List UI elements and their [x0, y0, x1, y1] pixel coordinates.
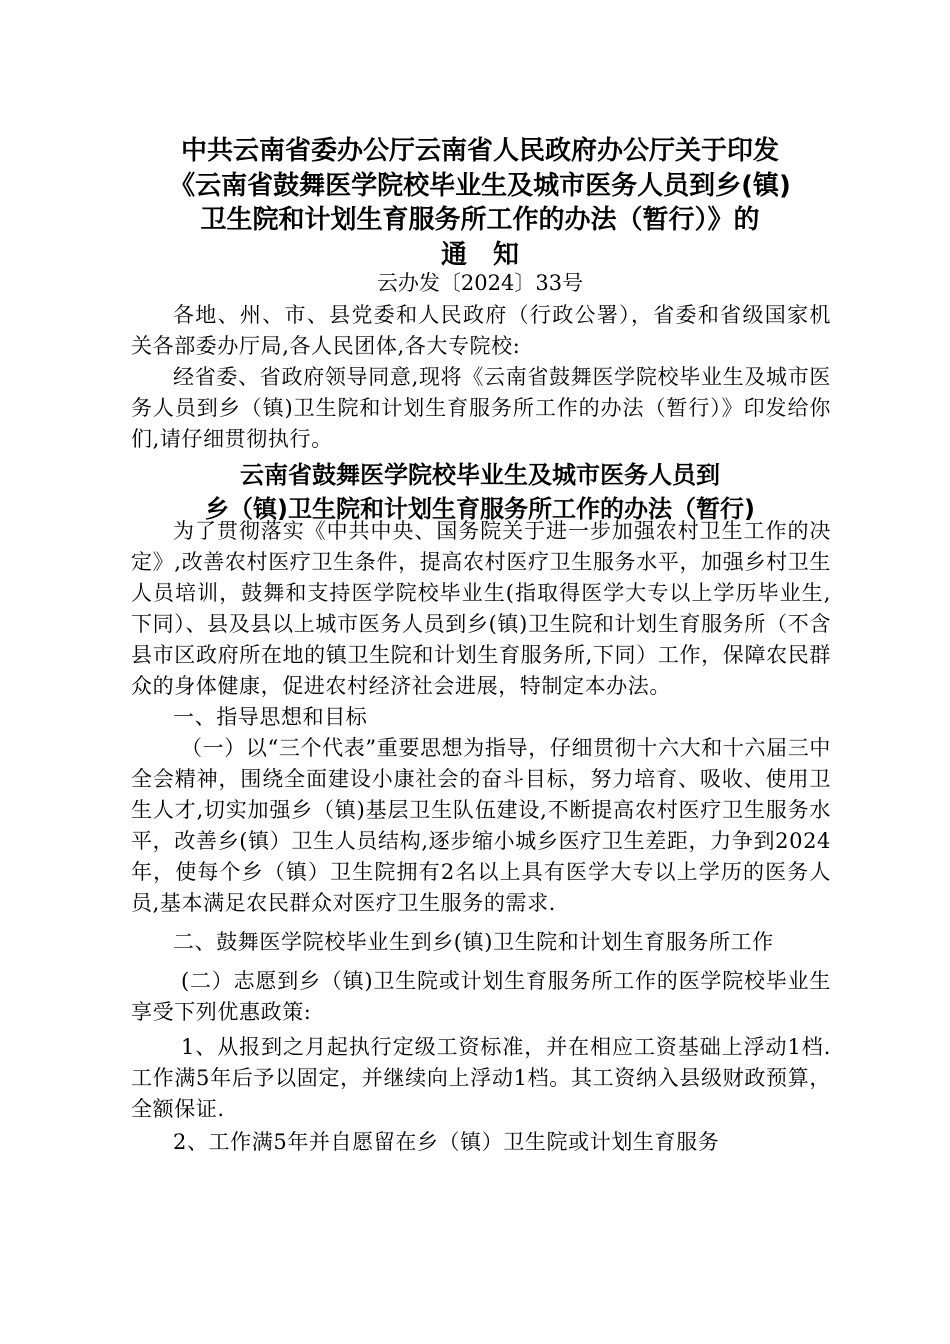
notice-body — [131, 300, 831, 455]
title-line-1: 中共云南省委办公厅云南省人民政府办公厅关于印发 — [180, 136, 779, 166]
title-line-2: 《云南省鼓舞医学院校毕业生及城市医务人员到乡(镇) — [169, 170, 791, 201]
section-1-item-1: （一）以“三个代表”重要思想为指导，仔细贯彻十六大和十六届三中全会精神，围绕全面建设小康社会的奋斗目标，努力培育、吸收、使用卫生人才,切实加强乡（镇)基层卫生队伍建设,不断提高农村医疗卫生服务水平，改善乡(镇）卫生人员结构,逐步缩小城乡医疗卫生差距，力争到2024年，使每个乡（镇）卫生院拥有2名以上具有医学大专以上学历的医务人员,基本满足农民群众对医疗卫生服务的需求. — [131, 736, 831, 915]
section-2-item-2: (二）志愿到乡（镇)卫生院或计划生育服务所工作的医学院校毕业生享受下列优惠政策: — [131, 969, 831, 1024]
document-title — [110, 134, 850, 272]
section-2-heading: 二、鼓舞医学院校毕业生到乡(镇)卫生院和计划生育服务所工作 — [173, 930, 774, 954]
document-number: 云办发〔2024〕33号 — [376, 271, 584, 295]
measures-title-line-1: 云南省鼓舞医学院校毕业生及城市医务人员到 — [240, 461, 720, 489]
title-line-3: 卫生院和计划生育服务所工作的办法（暂行）》的 — [200, 205, 760, 235]
measures-body — [131, 516, 831, 1158]
section-1-heading: 一、指导思想和目标 — [173, 705, 368, 729]
section-2-point-2: 2、工作满5年并自愿留在乡（镇）卫生院或计划生育服务 — [173, 1130, 720, 1154]
section-2-point-1: 1、从报到之月起执行定级工资标准，并在相应工资基础上浮动1档.工作满5年后予以固定，并继续向上浮动1档。其工资纳入县级财政预算，全额保证. — [131, 1035, 831, 1121]
measures-title-line-2: 乡（镇)卫生院和计划生育服务所工作的办法（暂行) — [205, 495, 755, 523]
title-line-4: 通 知 — [440, 239, 519, 270]
addressees: 各地、州、市、县党委和人民政府（行政公署），省委和省级国家机关各部委办厅局,各人民团体,各大专院校: — [131, 303, 831, 358]
intro-paragraph: 为了贯彻落实《中共中央、国务院关于进一步加强农村卫生工作的决定》,改善农村医疗卫生条件，提高农村医疗卫生服务水平，加强乡村卫生人员培训，鼓舞和支持医学院校毕业生(指取得医学大专以上学历毕业生,下同）、县及县以上城市医务人员到乡(镇)卫生院和计划生育服务所（不含县市区政府所在地的镇卫生院和计划生育服务所,下同）工作，保障农民群众的身体健康，促进农村经济社会进展，特制定本办法。 — [131, 519, 831, 698]
notice-text: 经省委、省政府领导同意,现将《云南省鼓舞医学院校毕业生及城市医务人员到乡（镇)卫生院和计划生育服务所工作的办法（暂行）》印发给你们,请仔细贯彻执行。 — [131, 365, 831, 451]
